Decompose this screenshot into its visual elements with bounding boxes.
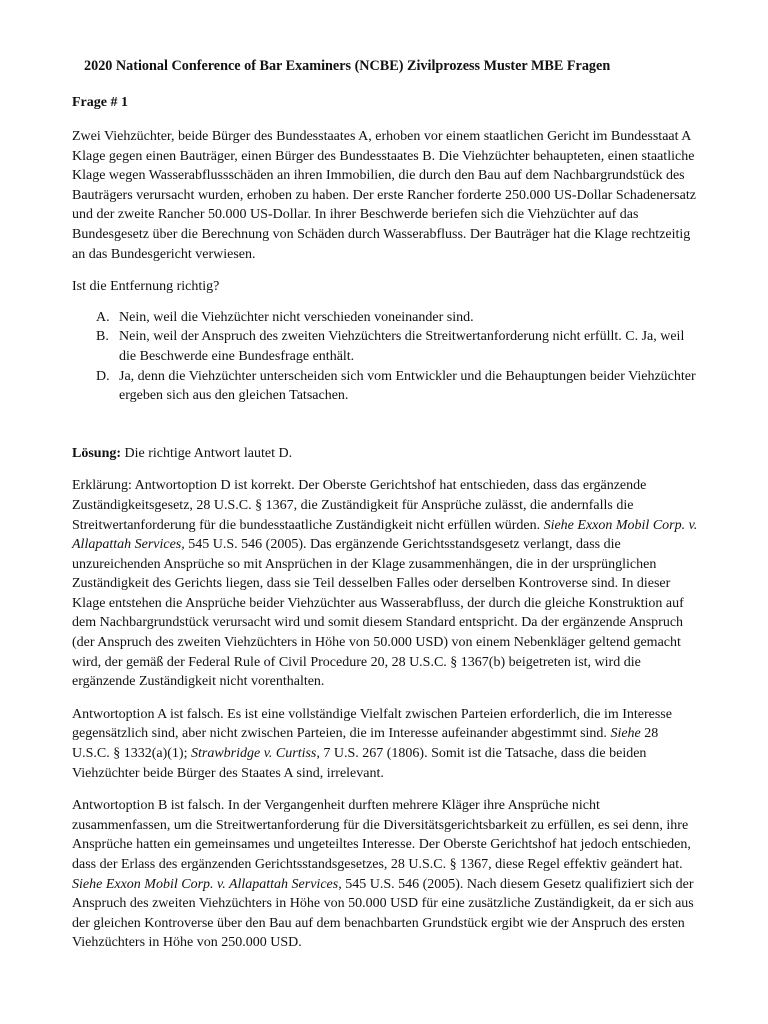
option-text: Nein, weil der Anspruch des zweiten Viehzüchters die Streitwertanforderung nicht erfüllt. C. Ja, weil die Beschwerde eine Bundesfrage enthält.: [119, 329, 685, 364]
option-d: [72, 367, 698, 406]
option-b: [72, 327, 698, 366]
explanation-text: 545 U.S. 546 (2005). Nach diesem Gesetz qualifiziert sich der Anspruch des zweiten Viehzüchters in Höhe von 50.000 USD für eine zusätzliche Zuständigkeit, da er sich aus der gleichen Kontroverse über den Bau auf dem benachbarten Grundstück ergibt wie der Anspruch des ersten Viehzüchters in Höhe von 250.000 USD.: [72, 876, 694, 951]
question-number: Frage # 1: [72, 95, 128, 110]
explanation-option-a: [72, 705, 698, 783]
option-letter: D.: [96, 368, 110, 384]
explanation-text: 7 U.S. 267 (1806). Somit ist die Tatsache, dass die beiden Viehzüchter beide Bürger des Staates A sind, irrelevant.: [72, 746, 647, 781]
option-letter: B.: [96, 329, 109, 345]
answer-options: [72, 308, 698, 406]
case-citation: Siehe Exxon Mobil Corp. v. Allapattah Services,: [72, 517, 698, 553]
explanation-text: 28 U.S.C. § 1332(a)(1);: [72, 726, 659, 762]
explanation-option-d: [72, 476, 698, 692]
option-a: [72, 308, 698, 328]
explanation-text: Erklärung: Antwortoption D ist korrekt. Der Oberste Gerichtshof hat entschieden, dass das ergänzende Zuständigkeitsgesetz, 28 U.S.C. § 1367, die Zuständigkeit für Ansprüche zulässt, die andernfalls die Streitwertanforderung für die bundesstaatliche Zuständigkeit nicht erfüllen würden.: [72, 478, 647, 533]
document-title: 2020 National Conference of Bar Examiners (NCBE) Zivilprozess Muster MBE Fragen: [84, 58, 611, 74]
solution-line: [72, 444, 698, 464]
explanation-option-b: [72, 796, 698, 953]
case-citation: Siehe: [610, 726, 641, 742]
explanation-text: Antwortoption A ist falsch. Es ist eine vollständige Vielfalt zwischen Parteien erforderlich, die im Interesse gegensätzlich sind, aber nicht zwischen Parteien, die im Interesse aufeinander abgestimmt sind.: [72, 706, 672, 742]
option-letter: A.: [96, 309, 110, 325]
option-text: Nein, weil die Viehzüchter nicht verschieden voneinander sind.: [119, 309, 474, 325]
explanation-text: 545 U.S. 546 (2005). Das ergänzende Gerichtsstandsgesetz verlangt, dass die unzureichenden Ansprüche so mit Ansprüchen in der Klage zusammenhängen, die in der ursprünglichen Zuständigkeit des Gerichts liegen, dass sie Teil desselben Falles oder derselben Kontroverse sind. In dieser Klage entstehen die Ansprüche beider Viehzüchter aus Wasserabfluss, der durch die gleiche Konstruktion auf dem Nachbargrundstück verursacht wird und somit diesem Standard entspricht. Da der ergänzende Anspruch (der Anspruch des zweiten Viehzüchters in Höhe von 50.000 USD) von einem Nebenkläger geltend gemacht wird, der gemäß der Federal Rule of Civil Procedure 20, 28 U.S.C. § 1367(b) beigetreten ist, wird die ergänzende Zuständigkeit nicht vorenthalten.: [72, 537, 684, 690]
solution-text: Die richtige Antwort lautet D.: [121, 445, 293, 461]
solution-label: Lösung:: [72, 445, 122, 461]
case-citation: Siehe Exxon Mobil Corp. v. Allapattah Services,: [72, 876, 342, 892]
question-prompt: Ist die Entfernung richtig?: [72, 279, 220, 295]
explanation-text: Antwortoption B ist falsch. In der Vergangenheit durften mehrere Kläger ihre Ansprüche nicht zusammenfassen, um die Streitwertanforderung für die Diversitätsgerichtsbarkeit zu erfüllen, es sei denn, ihre Ansprüche hatten ein gemeinsames und ungeteiltes Interesse. Der Oberste Gerichtshof hat jedoch entschieden, dass der Erlass des ergänzenden Gerichtsstandsgesetzes, 28 U.S.C. § 1367, diese Regel effektiv geändert hat.: [72, 798, 691, 872]
option-text: Ja, denn die Viehzüchter unterscheiden sich vom Entwickler und die Behauptungen beider Viehzüchter ergeben sich aus den gleichen Tatsachen.: [119, 368, 696, 404]
fact-pattern: Zwei Viehzüchter, beide Bürger des Bundesstaates A, erhoben vor einem staatlichen Gericht im Bundesstaat A Klage gegen einen Bauträger, einen Bürger des Bundesstaates B. Die Viehzüchter behaupteten, einen staatliche Klage wegen Wasserabflussschäden an ihren Immobilien, die durch den Bau auf dem Nachbargrundstück des Bauträgers verursacht wurden, erhoben zu haben. Der erste Rancher forderte 250.000 US-Dollar Schadenersatz und der zweite Rancher 50.000 US-Dollar. In ihrer Beschwerde beriefen sich die Viehzüchter auf das Bundesgesetz über die Berechnung von Schäden durch Wasserabfluss. Der Bauträger hat die Klage rechtzeitig an das Bundesgericht verwiesen.: [72, 129, 696, 262]
case-citation: Strawbridge v. Curtiss,: [191, 746, 320, 762]
